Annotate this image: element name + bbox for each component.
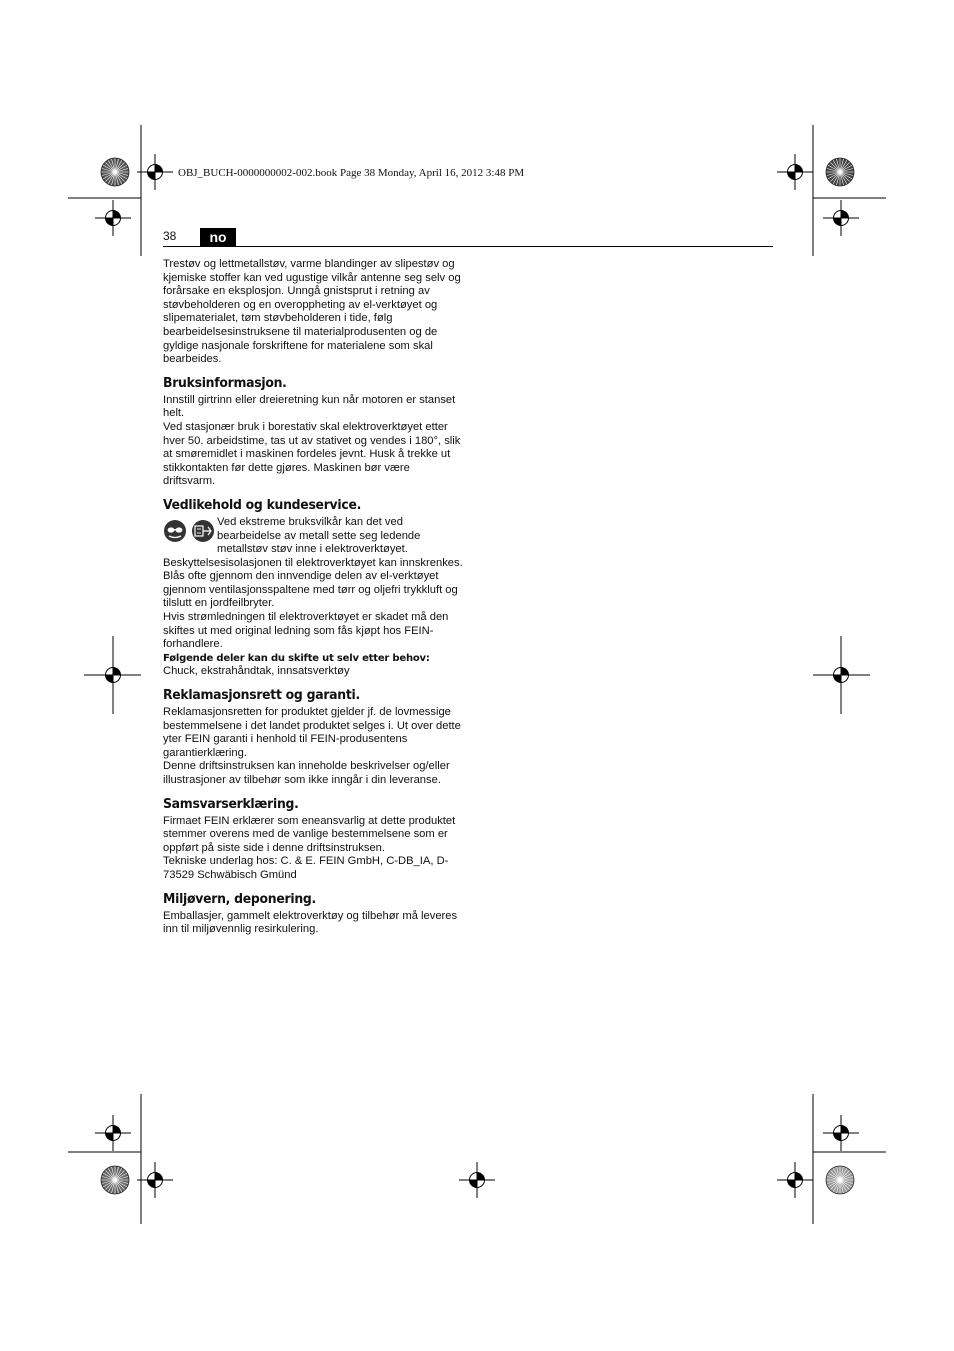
- registration-target: [137, 154, 173, 190]
- warranty-paragraph-1: Reklamasjonsretten for produktet gjelder jf. de lovmessige bestemmelsene i det landet produktet selges i. Ut over dette yter FEIN garanti i henhold til FEIN-produsentens garantierklæring.: [163, 706, 461, 759]
- color-rosette: [826, 158, 854, 186]
- conformity-paragraph-2: Tekniske underlag hos: C. & E. FEIN GmbH, C-DB_IA, D-73529 Schwäbisch Gmünd: [163, 855, 449, 881]
- heading-warranty: Reklamasjonsrett og garanti.: [163, 687, 360, 704]
- registration-target: [777, 154, 813, 190]
- usage-paragraph-1: Innstill girtrinn eller dreieretning kun når motoren er stanset helt.: [163, 393, 456, 420]
- heading-environment: Miljøvern, deponering.: [163, 890, 316, 907]
- heading-conformity: Samsvarserklæring.: [163, 795, 299, 812]
- registration-target: [95, 200, 131, 236]
- registration-target: [823, 657, 859, 693]
- warranty-paragraph-2: Denne driftsinstruksen kan inneholde beskrivelser og/eller illustrasjoner av tilbehør som ikke inngår i din leveranse.: [163, 760, 450, 786]
- heading-maintenance: Vedlikehold og kundeservice.: [163, 496, 362, 513]
- header-rule: [163, 246, 773, 247]
- language-tag: no: [200, 228, 236, 246]
- registration-target: [459, 1162, 495, 1198]
- usage-paragraph-2: Ved stasjonær bruk i borestativ skal elektroverktøyet etter hver 50. arbeidstime, tas ut av stativet og vendes i 180°, slik at smøremidlet i maskinen fordeles jevnt. Husk å trekke ut stikkontakten før dette gjøres. Maskinen bør være driftsvarm.: [163, 420, 461, 488]
- color-rosette: [101, 158, 129, 186]
- color-rosette: [101, 1166, 129, 1194]
- registration-target: [823, 1115, 859, 1151]
- maintenance-icon-paragraph: Ved ekstreme bruksvilkår kan det ved bearbeidelse av metall sette seg ledende metallstøv støv inne i elektroverktøyet. Beskyttelsesisolasjonen til elektroverktøyet kan innskrenkes. Blås ofte gjennom den innvendige delen av el-verktøyet gjennom ventilasjonsspaltene med tørr og oljefri trykkluft og tilslutt en jordfeilbryter.: [163, 515, 463, 610]
- page-number: 38: [163, 229, 177, 243]
- safety-icons: [163, 518, 217, 544]
- replacement-parts: [163, 652, 463, 679]
- registration-target: [95, 657, 131, 693]
- parts-label: Følgende deler kan du skifte ut selv etter behov:: [163, 652, 430, 664]
- text-column: [163, 258, 463, 937]
- heading-usage: Bruksinformasjon.: [163, 374, 287, 391]
- parts-list: Chuck, ekstrahåndtak, innsatsverktøy: [163, 665, 350, 678]
- registration-target: [137, 1162, 173, 1198]
- registration-target: [823, 200, 859, 236]
- maintenance-paragraph-2: Hvis strømledningen til elektroverktøyet er skadet må den skiftes ut med original ledning som fås kjøpt hos FEIN-forhandlere.: [163, 611, 449, 651]
- compressed-air-icon: [192, 520, 214, 542]
- registration-target: [777, 1162, 813, 1198]
- print-slug: OBJ_BUCH-0000000002-002.book Page 38 Monday, April 16, 2012 3:48 PM: [178, 167, 525, 179]
- color-rosette: [826, 1166, 854, 1194]
- conformity-paragraph-1: Firmaet FEIN erklærer som eneansvarlig at dette produktet stemmer overens med de vanlige bestemmelsene som er oppført på siste side i denne driftsinstruksen.: [163, 814, 456, 854]
- intro-paragraph: Trestøv og lettmetallstøv, varme blandinger av slipestøv og kjemiske stoffer kan ved ugustige vilkår antenne seg selv og forårsake en eksplosjon. Unngå gnistsprut i retning av støvbeholderen og en overoppheting av el-verktøyet og slipematerialet, tøm støvbeholderen i tide, følg bearbeidelsesinstruksene til materialprodusenten og de gyldige nasjonale forskriftene for materialene som skal bearbeides.: [163, 258, 461, 366]
- registration-target: [95, 1115, 131, 1151]
- environment-paragraph: Emballasjer, gammelt elektroverktøy og tilbehør må leveres inn til miljøvennlig resirkulering.: [163, 909, 458, 936]
- eye-protection-icon: [164, 520, 186, 542]
